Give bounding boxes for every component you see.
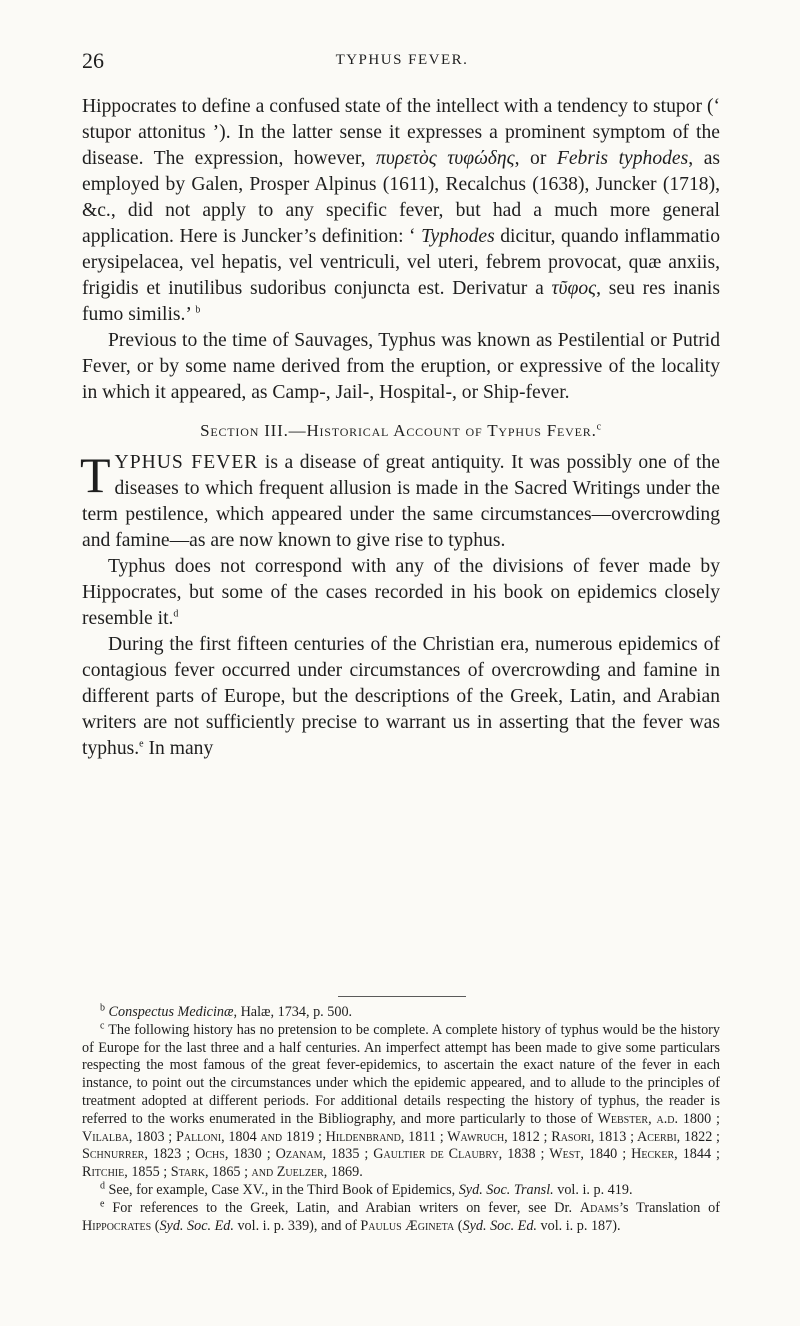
- footnote-d: $^d$ See, for example, Case XV., in the Third Book of Epidemics, Syd. Soc. Transl. vol. i. p. 419.: [100, 1180, 633, 1198]
- footnote-ref-e: e: [139, 738, 144, 750]
- main-text: [82, 94, 720, 762]
- footnote-c: $^c$ The following history has no pretension to be complete. A complete history of typhus would be the history of Europe for the last three and a half centuries. An imperfect attempt has been made to give some particulars respecting the most famous of the great fever-epidemics, to ascertain the exact nature of the fever in each instance, to point out the circumstances under which the epidemic appeared, and to allude to the principles of treatment adopted at different periods. For additional details respecting the history of typhus, the reader is referred to the works enumerated in the Bibliography, and more particularly to those of Webster, a.d. 1800 ; Vilalba, 1803 ; Palloni, 1804 and 1819 ; Hildenbrand, 1811 ; Wawruch, 1812 ; Rasori, 1813 ; Acerbi, 1822 ; Schnurrer, 1823 ; Ochs, 1830 ; Ozanam, 1835 ; Gaultier de Claubry, 1838 ; West, 1840 ; Hecker, 1844 ; Ritchie, 1855 ; Stark, 1865 ; and Zuelzer, 1869.: [82, 1020, 721, 1181]
- page-number: 26: [82, 48, 104, 73]
- paragraph-3: TYPHUS FEVER is a disease of great antiquity. It was possibly one of the diseases to which frequent allusion is made in the Sacred Writings under the term pestilence, which appeared under the same circumstances—overcrowding and famine—as are now known to give rise to typhus.: [80, 447, 720, 551]
- footnote-rule: [338, 996, 466, 997]
- footnote-e: $^e$ For references to the Greek, Latin, and Arabian writers on fever, see Dr. Adams’s Translation of Hippocrates (Syd. Soc. Ed. vol. i. p. 339), and of Paulus Ægineta (Syd. Soc. Ed. vol. i. p. 187).: [82, 1198, 720, 1234]
- paragraph-5: During the first fifteen centuries of the Christian era, numerous epidemics of contagious fever occurred under circumstances of overcrowding and famine in different parts of Europe, but the descriptions of the Greek, Latin, and Arabian writers are not sufficiently precise to warrant us in asserting that the fever was typhus.$^e$ In many: [82, 634, 720, 759]
- paragraph-4: Typhus does not correspond with any of the divisions of fever made by Hippocrates, but some of the cases recorded in his book on epidemics closely resemble it.$^d$: [82, 556, 720, 629]
- running-header: [82, 48, 722, 78]
- section-heading: Section III.—Historical Account of Typhus Fever.$^c$: [200, 421, 602, 440]
- footnote-ref-c: c: [596, 421, 602, 433]
- paragraph-2: Previous to the time of Sauvages, Typhus was known as Pestilential or Putrid Fever, or by some name derived from the eruption, or expressive of the locality in which it appeared, as Camp-, Jail-, Hospital-, or Ship-fever.: [82, 330, 720, 403]
- running-title: TYPHUS FEVER.: [335, 52, 469, 68]
- drop-cap: T: [80, 447, 111, 503]
- footnote-ref-b: b: [195, 304, 201, 316]
- footnote-ref-d: d: [173, 608, 179, 620]
- paragraph-1: Hippocrates to define a confused state of the intellect with a tendency to stupor (‘ stupor attonitus ’). In the latter sense it expresses a prominent symptom of the disease. The expression, however, πυρετὸς τυφώδης, or Febris typhodes, as employed by Galen, Prosper Alpinus (1611), Recalchus (1638), Juncker (1718), &c., did not apply to any specific fever, but had a much more general application. Here is Juncker’s definition: ‘ Typhodes dicitur, quando inflammatio erysipelacea, vel hepatis, vel ventriculi, vel uteri, febrem provocat, quæ anxiis, frigidis et inutilibus sudoribus conjuncta est. Derivatur a τῦφος, seu res inanis fumo similis.’ $^b$: [82, 96, 721, 325]
- footnotes: [82, 1004, 720, 1235]
- footnote-b: $^b$ Conspectus Medicinæ, Halæ, 1734, p. 500.: [100, 1002, 353, 1020]
